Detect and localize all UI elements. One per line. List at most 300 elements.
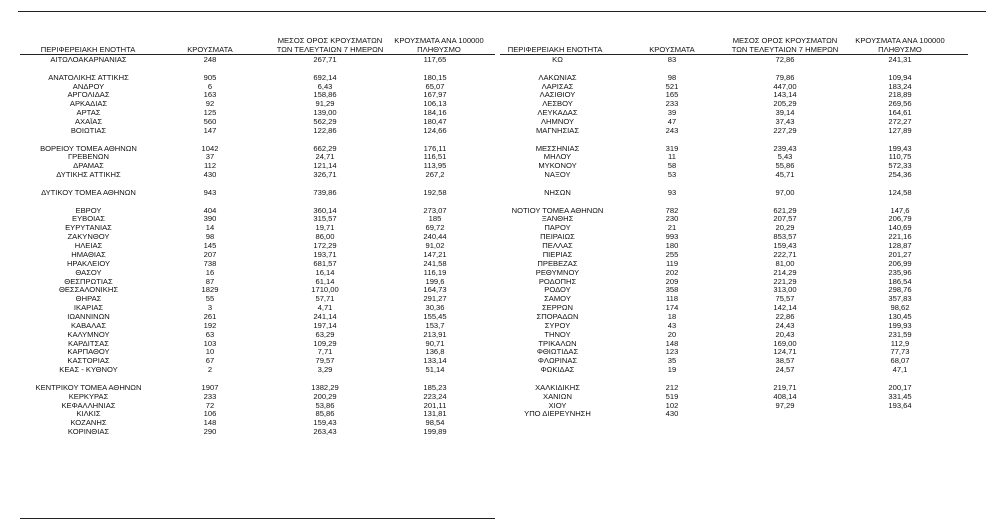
table-row — [0, 312, 989, 321]
cell-cases: 16 — [205, 267, 215, 277]
cell-per100k: 201,27 — [888, 249, 912, 259]
header-avg-right-line1: ΜΕΣΟΣ ΟΡΟΣ ΚΡΟΥΣΜΑΤΩΝ — [732, 36, 838, 45]
cell-avg: 57,71 — [315, 294, 335, 304]
cell-avg: 207,57 — [773, 214, 797, 224]
cell-region: ΔΡΑΜΑΣ — [73, 161, 104, 171]
cell-region: ΠΕΙΡΑΙΩΣ — [540, 232, 575, 242]
cell-per100k: 164,61 — [888, 108, 912, 118]
cell-cases: 118 — [665, 294, 679, 304]
cell-region: ΓΡΕΒΕΝΩΝ — [67, 152, 110, 162]
cell-region: ΝΑΞΟΥ — [544, 170, 571, 180]
cell-per100k: 240,44 — [423, 232, 447, 242]
cell-per100k: 254,36 — [888, 170, 912, 180]
table-row — [0, 427, 989, 436]
cell-avg: 72,86 — [775, 55, 795, 64]
cell-region: ΚΕΑΣ - ΚΥΘΝΟΥ — [59, 365, 118, 375]
cell-cases: 3 — [207, 303, 213, 313]
cell-cases: 18 — [667, 311, 677, 321]
cell-avg: 79,86 — [775, 72, 795, 82]
cell-cases: 560 — [203, 117, 217, 127]
cell-cases: 102 — [665, 400, 679, 410]
top-rule — [18, 11, 986, 12]
cell-avg: 214,29 — [773, 267, 797, 277]
cell-per100k: 272,27 — [888, 117, 912, 127]
cell-per100k: 91,02 — [425, 241, 445, 251]
header-avg-left — [265, 36, 395, 54]
table-row — [0, 365, 989, 374]
header-per100k-right-line1: ΚΡΟΥΣΜΑΤΑ ΑΝΑ 100000 — [855, 36, 945, 45]
cell-per100k: 155,45 — [423, 311, 447, 321]
cell-region: ΙΩΑΝΝΙΝΩΝ — [67, 311, 110, 321]
cell-cases: 1042 — [201, 143, 219, 153]
cell-cases: 112 — [203, 161, 217, 171]
cell-region: ΠΡΕΒΕΖΑΣ — [537, 258, 578, 268]
cell-region: ΕΒΡΟΥ — [75, 205, 102, 215]
cell-cases: 290 — [203, 427, 217, 437]
cell-region: ΒΟΙΩΤΙΑΣ — [70, 125, 107, 135]
cell-region: ΧΙΟΥ — [548, 400, 567, 410]
cell-region: ΞΑΝΘΗΣ — [541, 214, 574, 224]
cell-per100k: 298,76 — [888, 285, 912, 295]
cell-cases: 123 — [665, 347, 679, 357]
cell-avg: 219,71 — [773, 382, 797, 392]
cell-per100k: 127,89 — [888, 125, 912, 135]
cell-region: ΑΡΤΑΣ — [76, 108, 101, 118]
cell-region: ΑΧΑΪΑΣ — [74, 117, 103, 127]
cell-per100k: 192,58 — [423, 187, 447, 197]
cell-per100k: 223,24 — [423, 391, 447, 401]
header-avg-right-line2: ΤΩΝ ΤΕΛΕΥΤΑΙΩΝ 7 ΗΜΕΡΩΝ — [731, 45, 839, 54]
cell-avg: 109,29 — [313, 338, 337, 348]
cell-cases: 174 — [665, 303, 679, 313]
cell-cases: 53 — [667, 170, 677, 180]
cell-region: ΧΑΛΚΙΔΙΚΗΣ — [535, 382, 580, 392]
cell-region: ΘΗΡΑΣ — [75, 294, 102, 304]
header-per100k-right-line2: ΠΛΗΘΥΣΜΟ — [878, 45, 922, 54]
cell-region: ΝΗΣΩΝ — [544, 187, 571, 197]
cell-region: ΠΙΕΡΙΑΣ — [542, 249, 573, 259]
table-row — [0, 73, 989, 82]
cell-region: ΜΑΓΝΗΣΙΑΣ — [535, 125, 580, 135]
cell-per100k: 130,45 — [888, 311, 912, 321]
cell-cases: 993 — [665, 232, 679, 242]
cell-cases: 233 — [665, 99, 679, 109]
cell-region: ΧΑΝΙΩΝ — [543, 391, 572, 401]
cell-cases: 119 — [665, 258, 679, 268]
cell-cases: 37 — [205, 152, 215, 162]
table-row — [0, 259, 989, 268]
cell-avg: 1382,29 — [311, 382, 339, 392]
cell-per100k: 193,64 — [888, 400, 912, 410]
cell-per100k: 218,89 — [888, 90, 912, 100]
cell-avg: 158,86 — [313, 90, 337, 100]
cell-per100k: 184,16 — [423, 108, 447, 118]
cell-cases: 261 — [203, 311, 217, 321]
cell-per100k: 136,8 — [425, 347, 445, 357]
cell-region: ΛΗΜΝΟΥ — [540, 117, 575, 127]
cell-avg: 7,71 — [317, 347, 333, 357]
cell-region: ΗΜΑΘΙΑΣ — [71, 249, 106, 259]
cell-per100k: 153,7 — [425, 320, 445, 330]
cell-avg: 61,14 — [315, 276, 335, 286]
cell-per100k: 116,19 — [423, 267, 447, 277]
header-cases-right: ΚΡΟΥΣΜΑΤΑ — [649, 45, 695, 54]
cell-cases: 11 — [668, 152, 676, 162]
cell-per100k: 291,27 — [423, 294, 447, 304]
table-row — [0, 170, 989, 179]
cell-avg: 197,14 — [313, 320, 337, 330]
table-row — [0, 152, 989, 161]
cell-avg: 63,29 — [315, 329, 335, 339]
cell-per100k: 186,54 — [888, 276, 912, 286]
cell-per100k: 140,69 — [888, 223, 912, 233]
cell-region: ΚΑΡΔΙΤΣΑΣ — [68, 338, 109, 348]
cell-avg: 143,14 — [773, 90, 797, 100]
cell-per100k: 273,07 — [423, 205, 447, 215]
cell-cases: 430 — [203, 170, 217, 180]
cell-avg: 681,57 — [313, 258, 337, 268]
cell-cases: 39 — [667, 108, 677, 118]
cell-avg: 360,14 — [313, 205, 337, 215]
cell-cases: 519 — [665, 391, 679, 401]
table-row — [0, 64, 989, 73]
table-row — [0, 285, 989, 294]
cell-cases: 87 — [205, 276, 215, 286]
cell-avg: 562,29 — [313, 117, 337, 127]
cell-region: ΚΕΝΤΡΙΚΟΥ ΤΟΜΕΑ ΑΘΗΝΩΝ — [35, 382, 142, 392]
cell-per100k: 357,83 — [888, 294, 912, 304]
cell-region: ΔΥΤΙΚΟΥ ΤΟΜΕΑ ΑΘΗΝΩΝ — [41, 187, 136, 197]
cell-region: ΛΑΡΙΣΑΣ — [541, 81, 574, 91]
cell-avg: 662,29 — [313, 143, 337, 153]
cell-per100k: 176,11 — [423, 143, 447, 153]
cell-cases: 212 — [665, 382, 679, 392]
cell-region: ΡΟΔΟΥ — [544, 285, 571, 295]
cell-per100k: 164,73 — [423, 285, 447, 295]
cell-avg: 621,29 — [773, 205, 797, 215]
cell-per100k: 185 — [428, 214, 442, 224]
table-row — [0, 82, 989, 91]
cell-cases: 6 — [207, 81, 213, 91]
cell-avg: 22,86 — [775, 311, 795, 321]
cell-avg: 16,14 — [315, 267, 335, 277]
cell-per100k: 235,96 — [888, 267, 912, 277]
header-per100k-left — [384, 36, 494, 54]
cell-avg: 19,71 — [315, 223, 335, 233]
cell-region: ΣΥΡΟΥ — [544, 320, 571, 330]
cell-region: ΙΚΑΡΙΑΣ — [73, 303, 104, 313]
cell-cases: 147 — [203, 125, 217, 135]
cell-cases: 521 — [665, 81, 679, 91]
table-row — [0, 268, 989, 277]
cell-per100k: 241,58 — [423, 258, 447, 268]
cell-avg: 39,14 — [775, 108, 795, 118]
cell-per100k: 47,1 — [892, 365, 908, 375]
cell-avg: 55,86 — [775, 161, 795, 171]
cell-cases: 98 — [667, 72, 677, 82]
cell-cases: 943 — [203, 187, 217, 197]
cell-per100k: 124,58 — [888, 187, 912, 197]
cell-avg: 53,86 — [315, 400, 335, 410]
cell-avg: 853,57 — [773, 232, 797, 242]
cell-per100k: 117,65 — [423, 55, 447, 64]
cell-per100k: 221,16 — [888, 232, 912, 242]
cell-cases: 782 — [665, 205, 679, 215]
cell-per100k: 269,56 — [888, 99, 912, 109]
cell-avg: 139,00 — [313, 108, 337, 118]
table-row — [0, 339, 989, 348]
table-row — [0, 241, 989, 250]
cell-cases: 202 — [665, 267, 679, 277]
cell-avg: 159,43 — [773, 241, 797, 251]
cell-region: ΣΠΟΡΑΔΩΝ — [536, 311, 579, 321]
cell-avg: 193,71 — [313, 249, 337, 259]
cell-per100k: 199,43 — [888, 143, 912, 153]
cell-cases: 19 — [667, 365, 677, 375]
cell-per100k: 133,14 — [423, 356, 447, 366]
table-row — [0, 409, 989, 418]
cell-region: ΜΥΚΟΝΟΥ — [538, 161, 577, 171]
table-row — [0, 277, 989, 286]
cell-region: ΘΕΣΠΡΩΤΙΑΣ — [64, 276, 113, 286]
cell-per100k: 180,47 — [423, 117, 447, 127]
cell-cases: 55 — [205, 294, 215, 304]
table-row — [0, 214, 989, 223]
cell-region: ΥΠΟ ΔΙΕΡΕΥΝΗΣΗ — [524, 409, 591, 419]
table-row — [0, 126, 989, 135]
table-row — [0, 356, 989, 365]
cell-region: ΛΑΣΙΘΙΟΥ — [539, 90, 576, 100]
table-row — [0, 321, 989, 330]
cell-per100k: 98,62 — [890, 303, 910, 313]
cell-region: ΤΡΙΚΑΛΩΝ — [538, 338, 577, 348]
cell-region: ΔΥΤΙΚΗΣ ΑΤΤΙΚΗΣ — [56, 170, 121, 180]
table-row — [0, 108, 989, 117]
cell-per100k: 199,93 — [888, 320, 912, 330]
cell-avg: 447,00 — [773, 81, 797, 91]
cell-per100k: 200,17 — [888, 382, 912, 392]
table-row — [0, 144, 989, 153]
cell-per100k: 116,51 — [423, 152, 447, 162]
cell-avg: 97,00 — [775, 187, 795, 197]
cell-per100k: 213,91 — [423, 329, 447, 339]
cell-cases: 319 — [665, 143, 679, 153]
cell-cases: 145 — [203, 241, 217, 251]
cell-cases: 248 — [203, 55, 217, 64]
cell-per100k: 131,81 — [423, 409, 447, 419]
table-row — [0, 232, 989, 241]
cell-region: ΚΙΛΚΙΣ — [76, 409, 101, 419]
cell-region: ΜΗΛΟΥ — [543, 152, 572, 162]
cell-region: ΑΝΑΤΟΛΙΚΗΣ ΑΤΤΙΚΗΣ — [48, 72, 129, 82]
cell-cases: 103 — [203, 338, 217, 348]
cell-region: ΚΑΣΤΟΡΙΑΣ — [67, 356, 110, 366]
cell-cases: 180 — [665, 241, 679, 251]
header-region-left: ΠΕΡΙΦΕΡΕΙΑΚΗ ΕΝΟΤΗΤΑ — [40, 45, 136, 54]
cell-region: ΦΛΩΡΙΝΑΣ — [537, 356, 578, 366]
table-row — [0, 347, 989, 356]
cell-avg: 121,14 — [313, 161, 337, 171]
cell-cases: 10 — [205, 347, 215, 357]
cell-region: ΑΙΤΩΛΟΑΚΑΡΝΑΝΙΑΣ — [50, 55, 127, 64]
cell-region: ΦΩΚΙΔΑΣ — [540, 365, 575, 375]
cell-avg: 38,57 — [775, 356, 795, 366]
cell-cases: 35 — [667, 356, 677, 366]
cell-region: ΒΟΡΕΙΟΥ ΤΟΜΕΑ ΑΘΗΝΩΝ — [40, 143, 137, 153]
cell-region: ΚΑΛΥΜΝΟΥ — [67, 329, 110, 339]
cell-avg: 315,57 — [313, 214, 337, 224]
cell-avg: 86,00 — [315, 232, 335, 242]
cell-avg: 79,57 — [315, 356, 335, 366]
cell-avg: 124,71 — [773, 347, 797, 357]
cell-region: ΣΕΡΡΩΝ — [541, 303, 574, 313]
cell-avg: 227,29 — [773, 125, 797, 135]
table-row — [0, 197, 989, 206]
cell-per100k: 69,72 — [425, 223, 445, 233]
cell-per100k: 185,23 — [423, 382, 447, 392]
cell-per100k: 199,6 — [425, 276, 445, 286]
cell-region: ΛΑΚΩΝΙΑΣ — [538, 72, 577, 82]
cell-avg: 169,00 — [773, 338, 797, 348]
cell-region: ΛΕΣΒΟΥ — [542, 99, 573, 109]
cell-cases: 67 — [205, 356, 215, 366]
cell-per100k: 199,89 — [423, 427, 447, 437]
cell-avg: 75,57 — [775, 294, 795, 304]
table-row — [0, 188, 989, 197]
table-row — [0, 55, 989, 64]
cell-per100k: 128,87 — [888, 241, 912, 251]
table-row — [0, 135, 989, 144]
cell-avg: 200,29 — [313, 391, 337, 401]
cell-region: ΕΥΒΟΙΑΣ — [72, 214, 105, 224]
header-region-right: ΠΕΡΙΦΕΡΕΙΑΚΗ ΕΝΟΤΗΤΑ — [507, 45, 603, 54]
cell-per100k: 167,97 — [423, 90, 447, 100]
cell-region: ΡΟΔΟΠΗΣ — [538, 276, 577, 286]
cell-per100k: 206,79 — [888, 214, 912, 224]
cell-region: ΚΟΡΙΝΘΙΑΣ — [67, 427, 110, 437]
cell-avg: 326,71 — [313, 170, 337, 180]
cell-cases: 163 — [203, 90, 217, 100]
cell-cases: 192 — [203, 320, 217, 330]
cell-avg: 1710,00 — [311, 285, 339, 295]
cell-per100k: 112,9 — [890, 338, 910, 348]
cell-cases: 738 — [203, 258, 217, 268]
cell-region: ΚΑΒΑΛΑΣ — [70, 320, 107, 330]
cell-region: ΝΟΤΙΟΥ ΤΟΜΕΑ ΑΘΗΝΩΝ — [511, 205, 604, 215]
cell-region: ΠΑΡΟΥ — [544, 223, 571, 233]
cell-cases: 98 — [205, 232, 215, 242]
cell-region: ΘΑΣΟΥ — [75, 267, 102, 277]
cell-avg: 267,71 — [313, 55, 337, 64]
cell-avg: 122,86 — [313, 125, 337, 135]
table-row — [0, 117, 989, 126]
cell-per100k: 572,33 — [888, 161, 912, 171]
cell-region: ΤΗΝΟΥ — [544, 329, 571, 339]
header-per100k-right — [845, 36, 955, 54]
cell-cases: 58 — [667, 161, 677, 171]
cell-per100k: 147,6 — [890, 205, 910, 215]
table-row — [0, 418, 989, 427]
table-row — [0, 303, 989, 312]
cell-avg: 159,43 — [313, 418, 337, 428]
cell-cases: 20 — [667, 329, 677, 339]
cell-avg: 142,14 — [773, 303, 797, 313]
header-cases-left: ΚΡΟΥΣΜΑΤΑ — [187, 45, 233, 54]
cell-cases: 47 — [667, 117, 677, 127]
cell-avg: 408,14 — [773, 391, 797, 401]
cell-region: ΖΑΚΥΝΘΟΥ — [67, 232, 110, 242]
table-row — [0, 206, 989, 215]
table-row — [0, 392, 989, 401]
cell-avg: 24,43 — [775, 320, 795, 330]
cell-avg: 24,71 — [315, 152, 335, 162]
table-row — [0, 223, 989, 232]
cell-cases: 106 — [203, 409, 217, 419]
cell-cases: 2 — [207, 365, 213, 375]
cell-per100k: 113,95 — [423, 161, 447, 171]
cell-region: ΚΟΖΑΝΗΣ — [70, 418, 107, 428]
cell-cases: 243 — [665, 125, 679, 135]
cell-per100k: 30,36 — [425, 303, 445, 313]
cell-per100k: 183,24 — [888, 81, 912, 91]
cell-per100k: 201,11 — [423, 400, 447, 410]
cell-avg: 6,43 — [317, 81, 333, 91]
header-per100k-left-line1: ΚΡΟΥΣΜΑΤΑ ΑΝΑ 100000 — [394, 36, 484, 45]
table-row — [0, 250, 989, 259]
table-row — [0, 383, 989, 392]
cell-cases: 14 — [205, 223, 215, 233]
table-row — [0, 374, 989, 383]
cell-per100k: 206,99 — [888, 258, 912, 268]
table-row — [0, 401, 989, 410]
cell-avg: 739,86 — [313, 187, 337, 197]
cell-per100k: 231,59 — [888, 329, 912, 339]
cell-avg: 97,29 — [775, 400, 795, 410]
cell-per100k: 65,07 — [425, 81, 445, 91]
cell-cases: 230 — [665, 214, 679, 224]
cell-cases: 63 — [205, 329, 215, 339]
cell-avg: 20,43 — [775, 329, 795, 339]
cell-cases: 92 — [205, 99, 215, 109]
cell-region: ΣΑΜΟΥ — [544, 294, 571, 304]
table-row — [0, 294, 989, 303]
table-row — [0, 99, 989, 108]
cell-region: ΚΕΡΚΥΡΑΣ — [68, 391, 109, 401]
cell-per100k: 106,13 — [423, 99, 447, 109]
cell-avg: 85,86 — [315, 409, 335, 419]
cell-per100k: 98,54 — [425, 418, 445, 428]
cell-per100k: 109,94 — [888, 72, 912, 82]
cell-region: ΜΕΣΣΗΝΙΑΣ — [535, 143, 580, 153]
cell-avg: 263,43 — [313, 427, 337, 437]
cell-region: ΑΝΔΡΟΥ — [72, 81, 105, 91]
cell-cases: 207 — [203, 249, 217, 259]
cell-cases: 404 — [203, 205, 217, 215]
cell-avg: 91,29 — [315, 99, 335, 109]
header-avg-right — [720, 36, 850, 54]
cell-cases: 1829 — [201, 285, 219, 295]
cell-per100k: 267,2 — [425, 170, 445, 180]
cell-region: ΚΩ — [552, 55, 563, 64]
cell-cases: 21 — [667, 223, 677, 233]
header-avg-left-line1: ΜΕΣΟΣ ΟΡΟΣ ΚΡΟΥΣΜΑΤΩΝ — [277, 36, 383, 45]
cell-cases: 93 — [667, 187, 677, 197]
cell-cases: 83 — [667, 55, 677, 64]
cell-per100k: 241,31 — [888, 55, 912, 64]
cell-region: ΡΕΘΥΜΝΟΥ — [535, 267, 580, 277]
cell-region: ΗΛΕΙΑΣ — [74, 241, 103, 251]
cell-per100k: 147,21 — [423, 249, 447, 259]
